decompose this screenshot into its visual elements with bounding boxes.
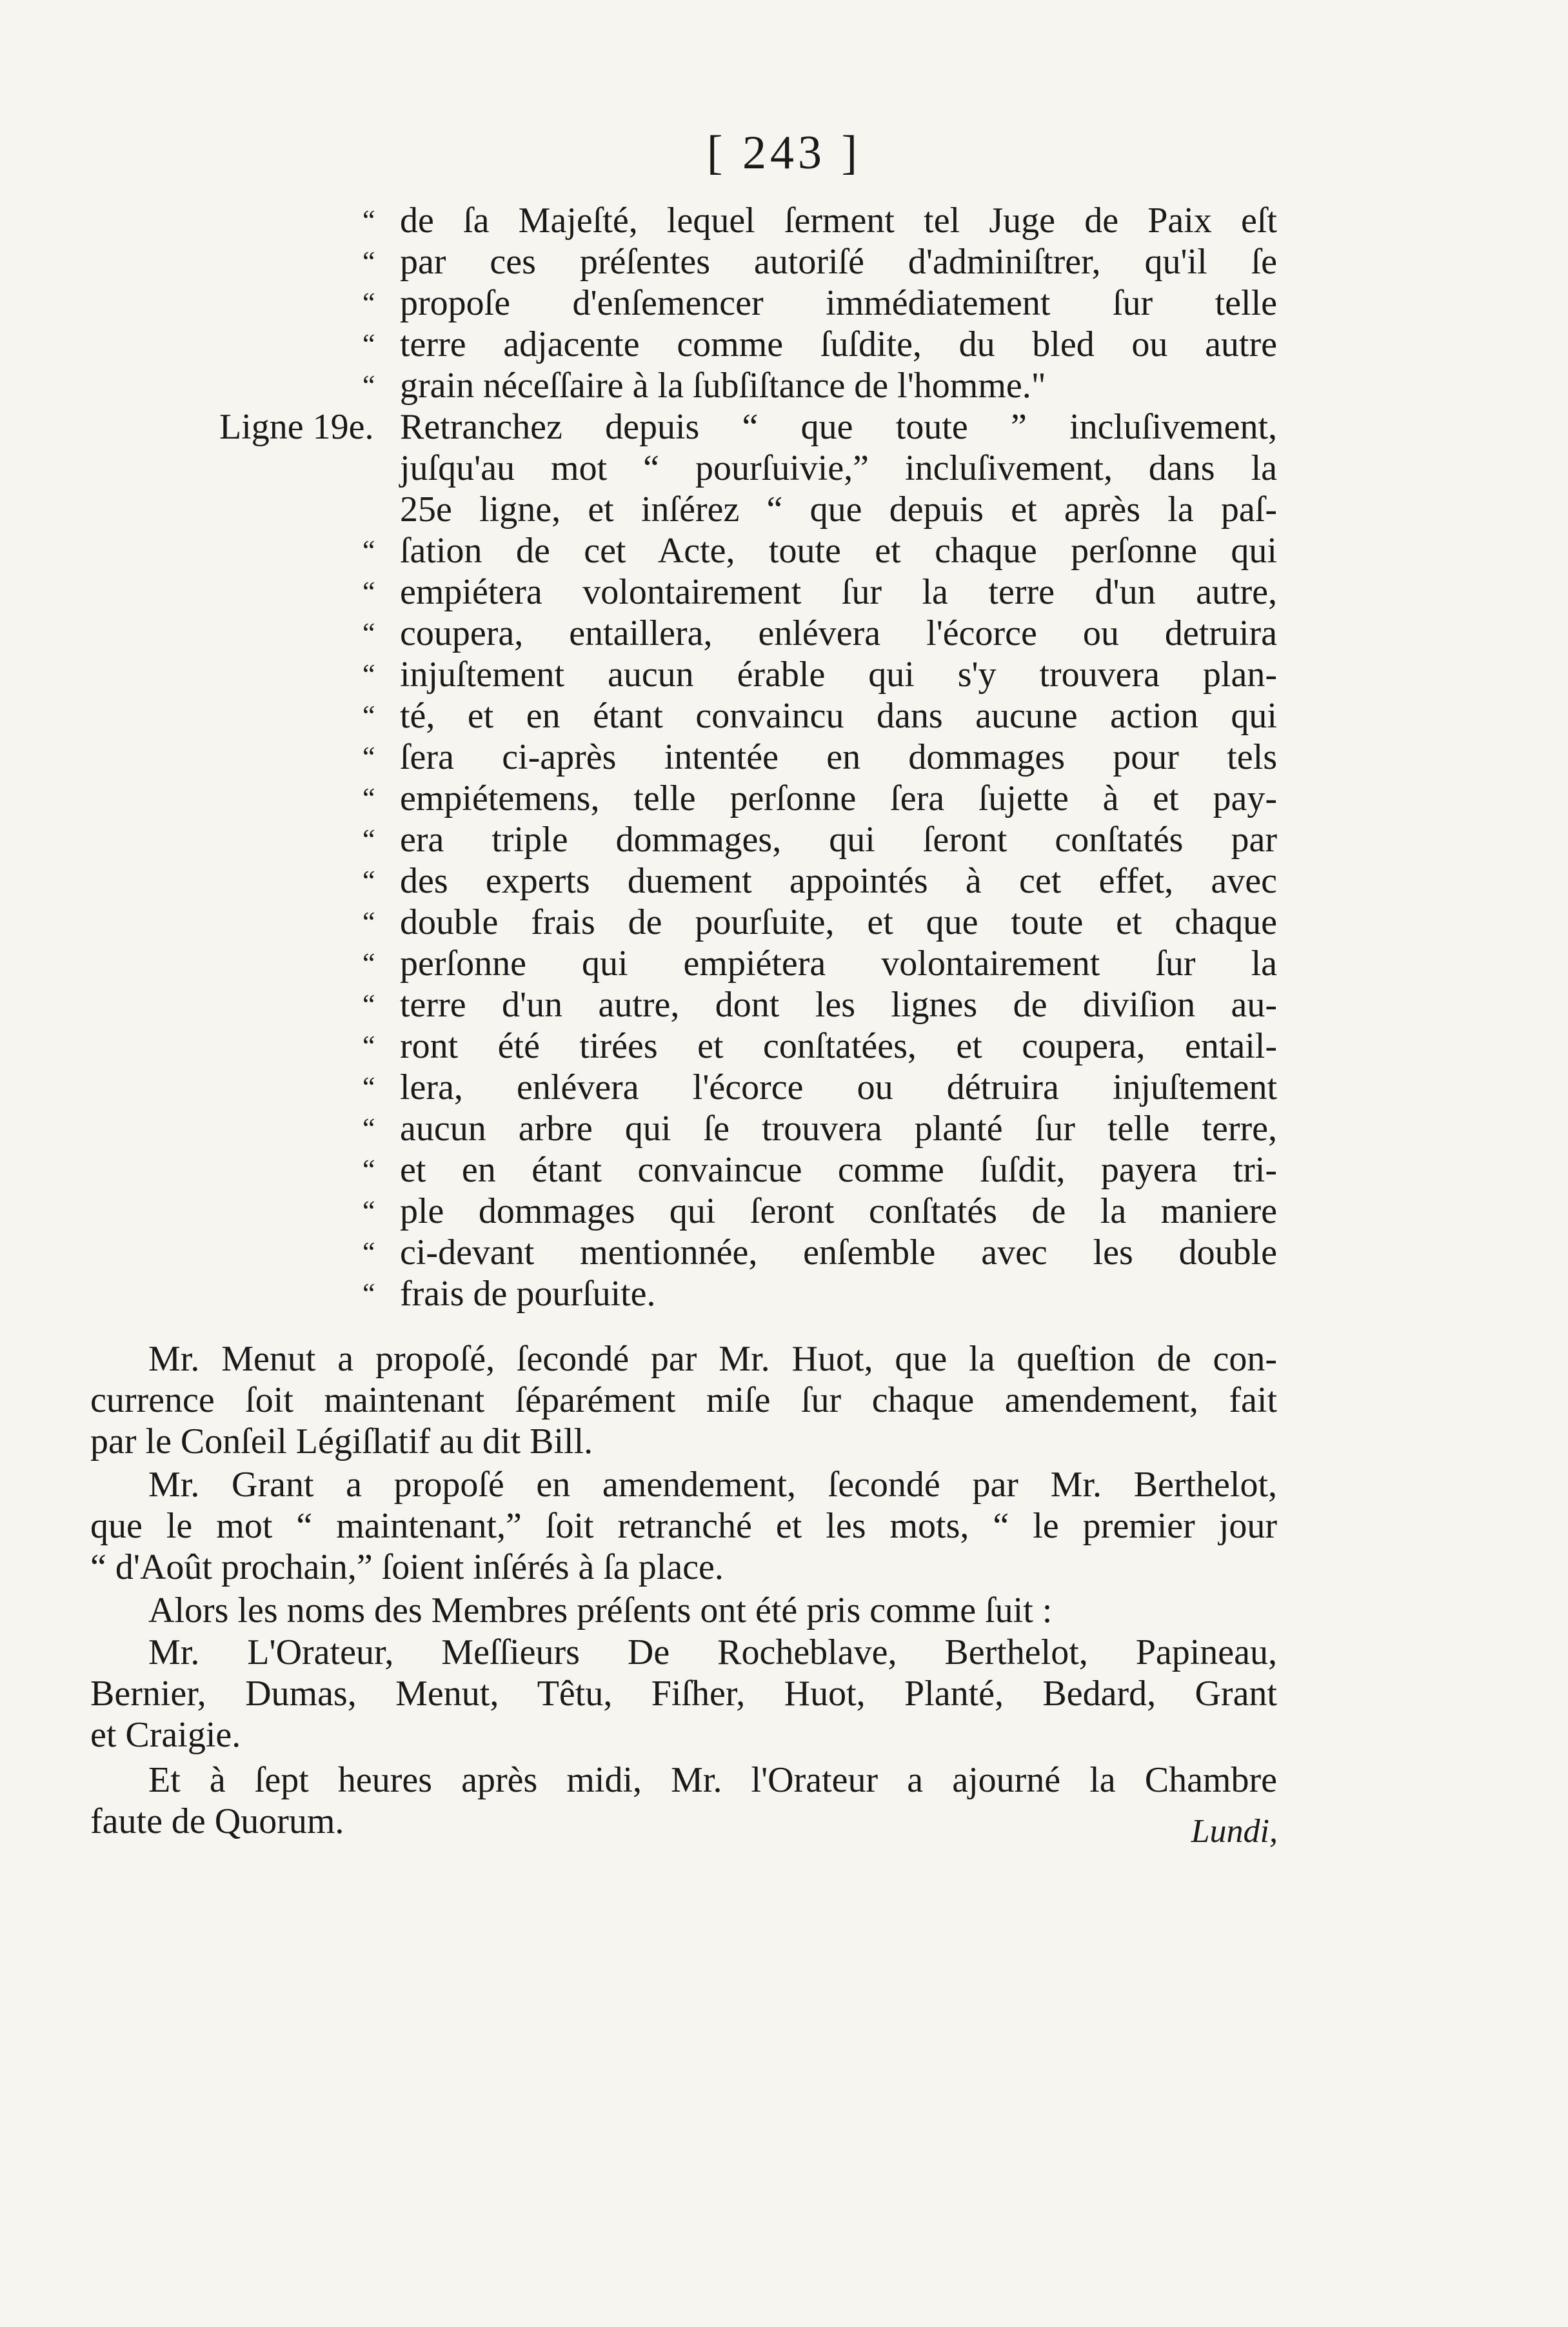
text-line: juſqu'au mot “ pourſuivie,” incluſivement, dans la: [400, 448, 1277, 488]
text-line: par le Conſeil Légiſlatif au dit Bill.: [90, 1421, 593, 1461]
text-line: Alors les noms des Membres préſents ont été pris comme ſuit :: [148, 1590, 1053, 1630]
quote-mark: “: [362, 1071, 375, 1103]
text-line: “ ſera ci-après intentée en dommages pour tels: [362, 737, 1277, 777]
quote-mark: “: [362, 1113, 375, 1144]
text-line: “ frais de pourſuite.: [362, 1274, 656, 1314]
quote-mark: “: [362, 246, 375, 277]
paragraph-names-taken: [90, 1590, 1277, 1631]
quote-mark: “: [362, 576, 375, 608]
paragraph-adjournment: [90, 1759, 1277, 1842]
quote-mark: “: [362, 658, 375, 690]
text-line: “ ci-devant mentionnée, enſemble avec les double: [362, 1233, 1277, 1272]
quote-mark: “: [362, 947, 375, 979]
quote-mark: “: [362, 1236, 375, 1268]
text-line: Retranchez depuis “ que toute ” incluſivement,: [400, 407, 1277, 447]
text-line: “ empiétemens, telle perſonne ſera ſujette à et pay-: [362, 778, 1277, 818]
quote-mark: “: [362, 1195, 375, 1227]
text-line: Et à ſept heures après midi, Mr. l'Orateur a ajourné la Chambre: [148, 1760, 1277, 1800]
text-line: Bernier, Dumas, Menut, Têtu, Fiſher, Huot, Planté, Bedard, Grant: [90, 1674, 1277, 1714]
ligne-amendment: [219, 406, 1277, 1314]
text-line: Mr. Menut a propoſé, ſecondé par Mr. Huot, que la queſtion de con-: [148, 1339, 1277, 1379]
quote-mark: “: [362, 700, 375, 731]
text-line: “ des experts duement appointés à cet effet, avec: [362, 861, 1277, 901]
text-line: “ et en étant convaincue comme ſuſdit, payera tri-: [362, 1150, 1277, 1190]
text-line: “ terre d'un autre, dont les lignes de diviſion au-: [362, 985, 1277, 1025]
quote-mark: “: [362, 204, 375, 236]
quote-mark: “: [362, 824, 375, 855]
text-line: “ coupera, entaillera, enlévera l'écorce ou detruira: [362, 613, 1277, 653]
text-line: Mr. L'Orateur, Meſſieurs De Rocheblave, Berthelot, Papineau,: [148, 1632, 1277, 1672]
quote-mark: “: [362, 1154, 375, 1185]
quote-mark: “: [362, 370, 375, 401]
text-line: “ injuſtement aucun érable qui s'y trouvera plan-: [362, 655, 1277, 695]
text-line: currence ſoit maintenant ſéparément miſe ſur chaque amendement, fait: [90, 1380, 1277, 1420]
quote-mark: “: [362, 865, 375, 896]
catchword: Lundi,: [1191, 1813, 1278, 1850]
text-line: “ ſation de cet Acte, toute et chaque perſonne qui: [362, 531, 1277, 571]
text-line: “ ple dommages qui ſeront conſtatés de la maniere: [362, 1191, 1277, 1231]
text-line: “ d'Août prochain,” ſoient inſérés à ſa place.: [90, 1547, 724, 1587]
page-number: [ 243 ]: [706, 126, 862, 179]
text-line: “ ront été tirées et conſtatées, et coupera, entail-: [362, 1026, 1277, 1066]
paragraph-members-list: [90, 1632, 1277, 1756]
text-line: “ terre adjacente comme ſuſdite, du bled ou autre: [362, 324, 1277, 364]
text-line: “ propoſe d'enſemencer immédiatement ſur telle: [362, 283, 1277, 323]
quote-mark: “: [362, 328, 375, 360]
text-line: “ aucun arbre qui ſe trouvera planté ſur telle terre,: [362, 1109, 1277, 1149]
text-line: Mr. Grant a propoſé en amendement, ſecondé par Mr. Berthelot,: [148, 1465, 1277, 1505]
text-line: “ empiétera volontairement ſur la terre d'un autre,: [362, 572, 1277, 612]
quote-mark: “: [362, 989, 375, 1020]
text-line: “ de ſa Majeſté, lequel ſerment tel Juge de Paix eſt: [362, 201, 1277, 241]
quote-mark: “: [362, 906, 375, 938]
text-line: “ grain néceſſaire à la ſubſiſtance de l'homme.": [362, 366, 1046, 406]
paragraph-menut-motion: [90, 1338, 1277, 1462]
text-line: “ lera, enlévera l'écorce ou détruira injuſtement: [362, 1067, 1277, 1107]
text-line: “ era triple dommages, qui ſeront conſtatés par: [362, 820, 1277, 860]
quote-mark: “: [362, 741, 375, 773]
ligne-label: Ligne 19e.: [219, 407, 374, 447]
text-line: “ par ces préſentes autoriſé d'adminiſtrer, qu'il ſe: [362, 242, 1277, 282]
quote-mark: “: [362, 782, 375, 814]
text-line: “ perſonne qui empiétera volontairement ſur la: [362, 944, 1277, 984]
text-line: “ double frais de pourſuite, et que toute et chaque: [362, 902, 1277, 942]
quote-mark: “: [362, 287, 375, 319]
quote-mark: “: [362, 535, 375, 566]
quote-mark: “: [362, 617, 375, 649]
quote-mark: “: [362, 1278, 375, 1309]
quote-mark: “: [362, 1030, 375, 1062]
paragraph-grant-amendment: [90, 1464, 1277, 1588]
text-line: “ té, et en étant convaincu dans aucune action qui: [362, 696, 1277, 736]
text-line: faute de Quorum.: [90, 1801, 344, 1841]
quoted-oath-text: [362, 200, 1277, 406]
text-line: 25e ligne, et inſérez “ que depuis et après la paſ-: [400, 490, 1277, 530]
text-line: et Craigie.: [90, 1715, 241, 1755]
text-line: que le mot “ maintenant,” ſoit retranché et les mots, “ le premier jour: [90, 1506, 1277, 1546]
